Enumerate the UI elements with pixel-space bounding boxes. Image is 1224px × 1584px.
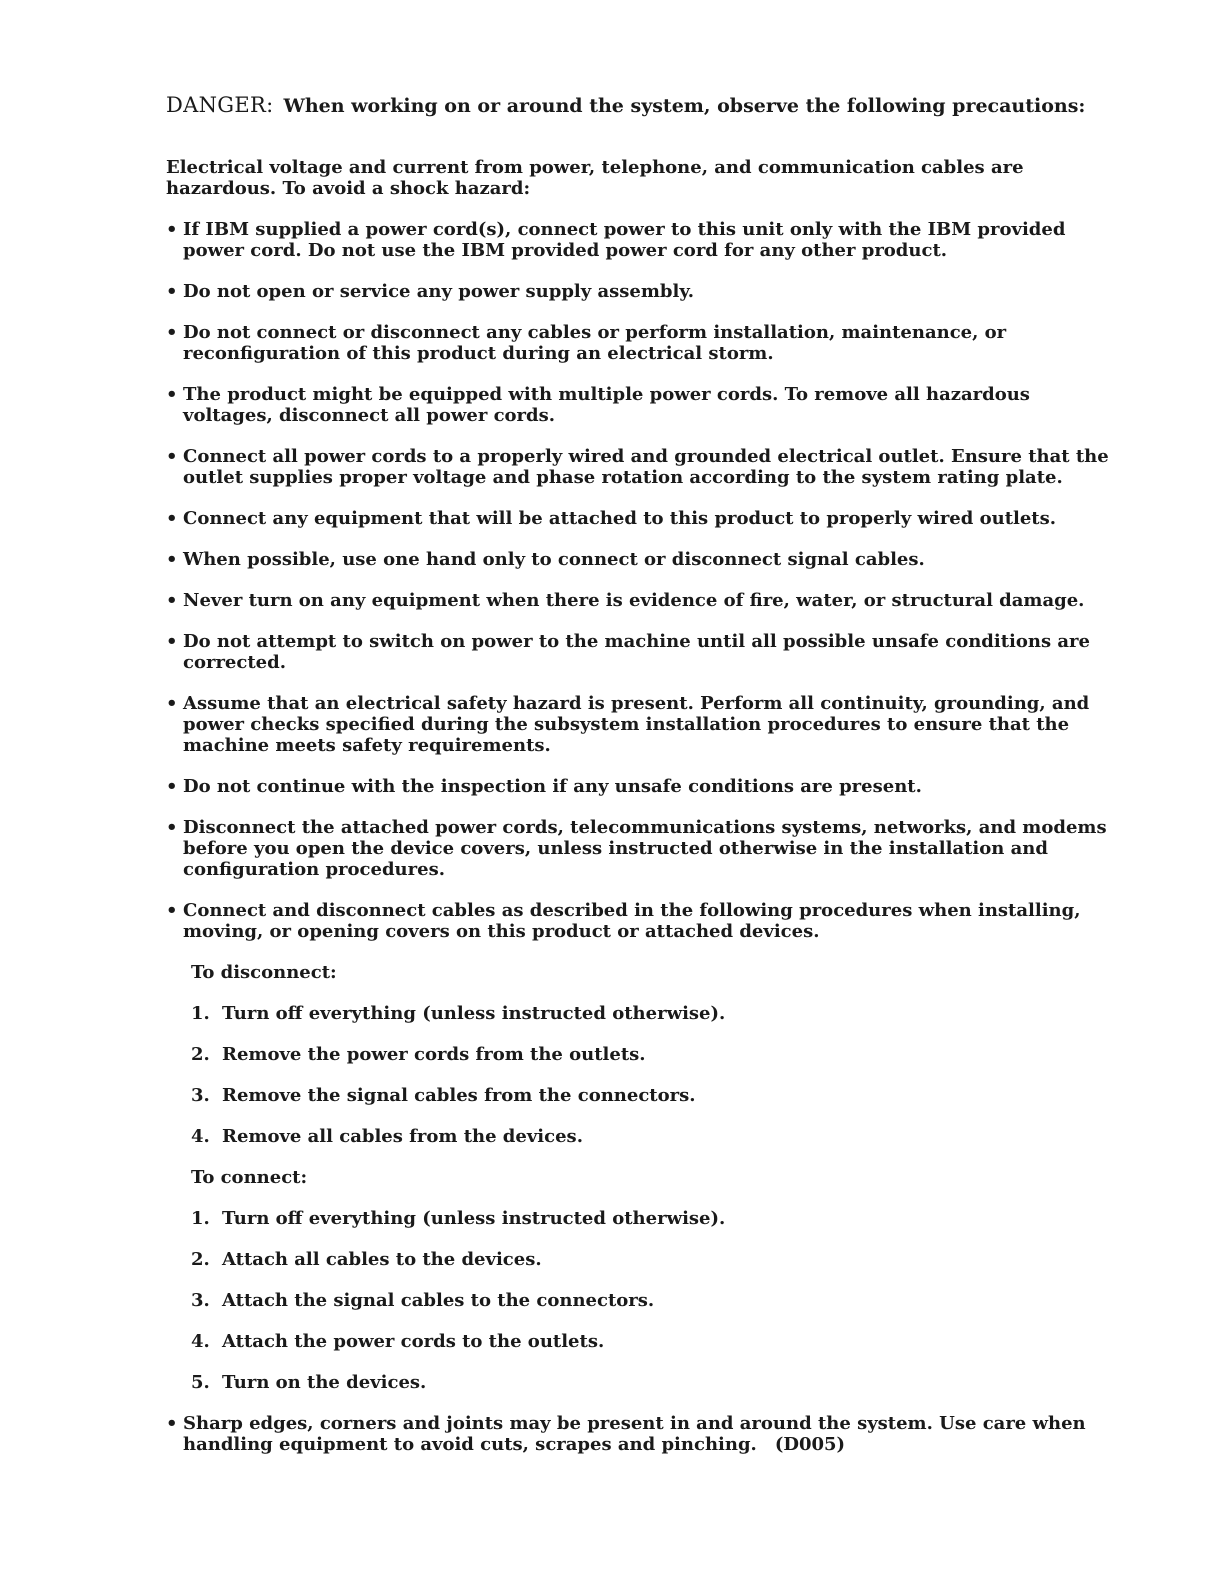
disconnect-label: To disconnect: — [191, 962, 337, 983]
step-number: 5. — [191, 1372, 210, 1393]
step-number: 2. — [191, 1044, 210, 1065]
precaution-item-text: Connect and disconnect cables as described in the following procedures when installing, moving, or opening covers on this product or attached devices. — [183, 900, 1081, 942]
step-text: Turn off everything (unless instructed otherwise). — [222, 1003, 726, 1024]
connect-step — [191, 1331, 1116, 1352]
danger-code: (D005) — [774, 1434, 846, 1455]
step-text: Remove the signal cables from the connectors. — [222, 1085, 696, 1106]
precaution-item: • When possible, use one hand only to connect or disconnect signal cables. — [166, 549, 1116, 570]
step-text: Turn on the devices. — [222, 1372, 427, 1393]
danger-label: DANGER: — [166, 93, 274, 117]
step-text: Attach all cables to the devices. — [222, 1249, 542, 1270]
precaution-item: • If IBM supplied a power cord(s), connect power to this unit only with the IBM provided power cord. Do not use the IBM provided power cord for any other product. — [166, 219, 1116, 261]
precaution-item: • Do not attempt to switch on power to the machine until all possible unsafe conditions are corrected. — [166, 631, 1116, 673]
precaution-item-cables — [166, 900, 1116, 1393]
precaution-item: • Do not connect or disconnect any cables or perform installation, maintenance, or reconfiguration of this product during an electrical storm. — [166, 322, 1116, 364]
precaution-item: • Do not continue with the inspection if any unsafe conditions are present. — [166, 776, 1116, 797]
precaution-item: • Connect all power cords to a properly wired and grounded electrical outlet. Ensure that the outlet supplies proper voltage and phase rotation according to the system rating plate. — [166, 446, 1116, 488]
connect-step — [191, 1249, 1116, 1270]
precaution-item: • Assume that an electrical safety hazard is present. Perform all continuity, grounding, and power checks specified during the subsystem installation procedures to ensure that the machine meets safety requirements. — [166, 693, 1116, 756]
step-number: 4. — [191, 1331, 210, 1352]
disconnect-step — [191, 1126, 1116, 1147]
disconnect-step — [191, 1085, 1116, 1106]
danger-heading — [166, 92, 1116, 119]
connect-step — [191, 1290, 1116, 1311]
danger-heading-text: When working on or around the system, observe the following precautions: — [283, 95, 1086, 117]
step-number: 1. — [191, 1208, 210, 1229]
precaution-item: • Never turn on any equipment when there is evidence of fire, water, or structural damage. — [166, 590, 1116, 611]
step-text: Remove all cables from the devices. — [222, 1126, 583, 1147]
precaution-item: • The product might be equipped with multiple power cords. To remove all hazardous voltages, disconnect all power cords. — [166, 384, 1116, 426]
precaution-item-sharp-edges — [166, 1413, 1116, 1455]
precaution-item-text: Sharp edges, corners and joints may be present in and around the system. Use care when handling equipment to avoid cuts, scrapes and pinching. — [183, 1413, 1086, 1455]
document-page — [166, 92, 1116, 1475]
disconnect-steps — [191, 1003, 1116, 1147]
disconnect-procedure — [183, 962, 1116, 1393]
precaution-item: • Disconnect the attached power cords, telecommunications systems, networks, and modems before you open the device covers, unless instructed otherwise in the installation and configuration procedures. — [166, 817, 1116, 880]
step-text: Attach the signal cables to the connectors. — [222, 1290, 655, 1311]
step-text: Turn off everything (unless instructed otherwise). — [222, 1208, 726, 1229]
precaution-item: • Connect any equipment that will be attached to this product to properly wired outlets. — [166, 508, 1116, 529]
connect-label: To connect: — [191, 1167, 308, 1188]
step-text: Remove the power cords from the outlets. — [222, 1044, 646, 1065]
step-number: 4. — [191, 1126, 210, 1147]
connect-step — [191, 1372, 1116, 1393]
step-number: 2. — [191, 1249, 210, 1270]
disconnect-step — [191, 1003, 1116, 1024]
step-number: 3. — [191, 1085, 210, 1106]
precaution-item: • Do not open or service any power supply assembly. — [166, 281, 1116, 302]
step-number: 3. — [191, 1290, 210, 1311]
step-text: Attach the power cords to the outlets. — [222, 1331, 605, 1352]
precautions-list — [166, 219, 1116, 1455]
connect-step — [191, 1208, 1116, 1229]
step-number: 1. — [191, 1003, 210, 1024]
intro-paragraph: Electrical voltage and current from power, telephone, and communication cables are hazardous. To avoid a shock hazard: — [166, 157, 1024, 199]
disconnect-step — [191, 1044, 1116, 1065]
connect-steps — [191, 1208, 1116, 1393]
